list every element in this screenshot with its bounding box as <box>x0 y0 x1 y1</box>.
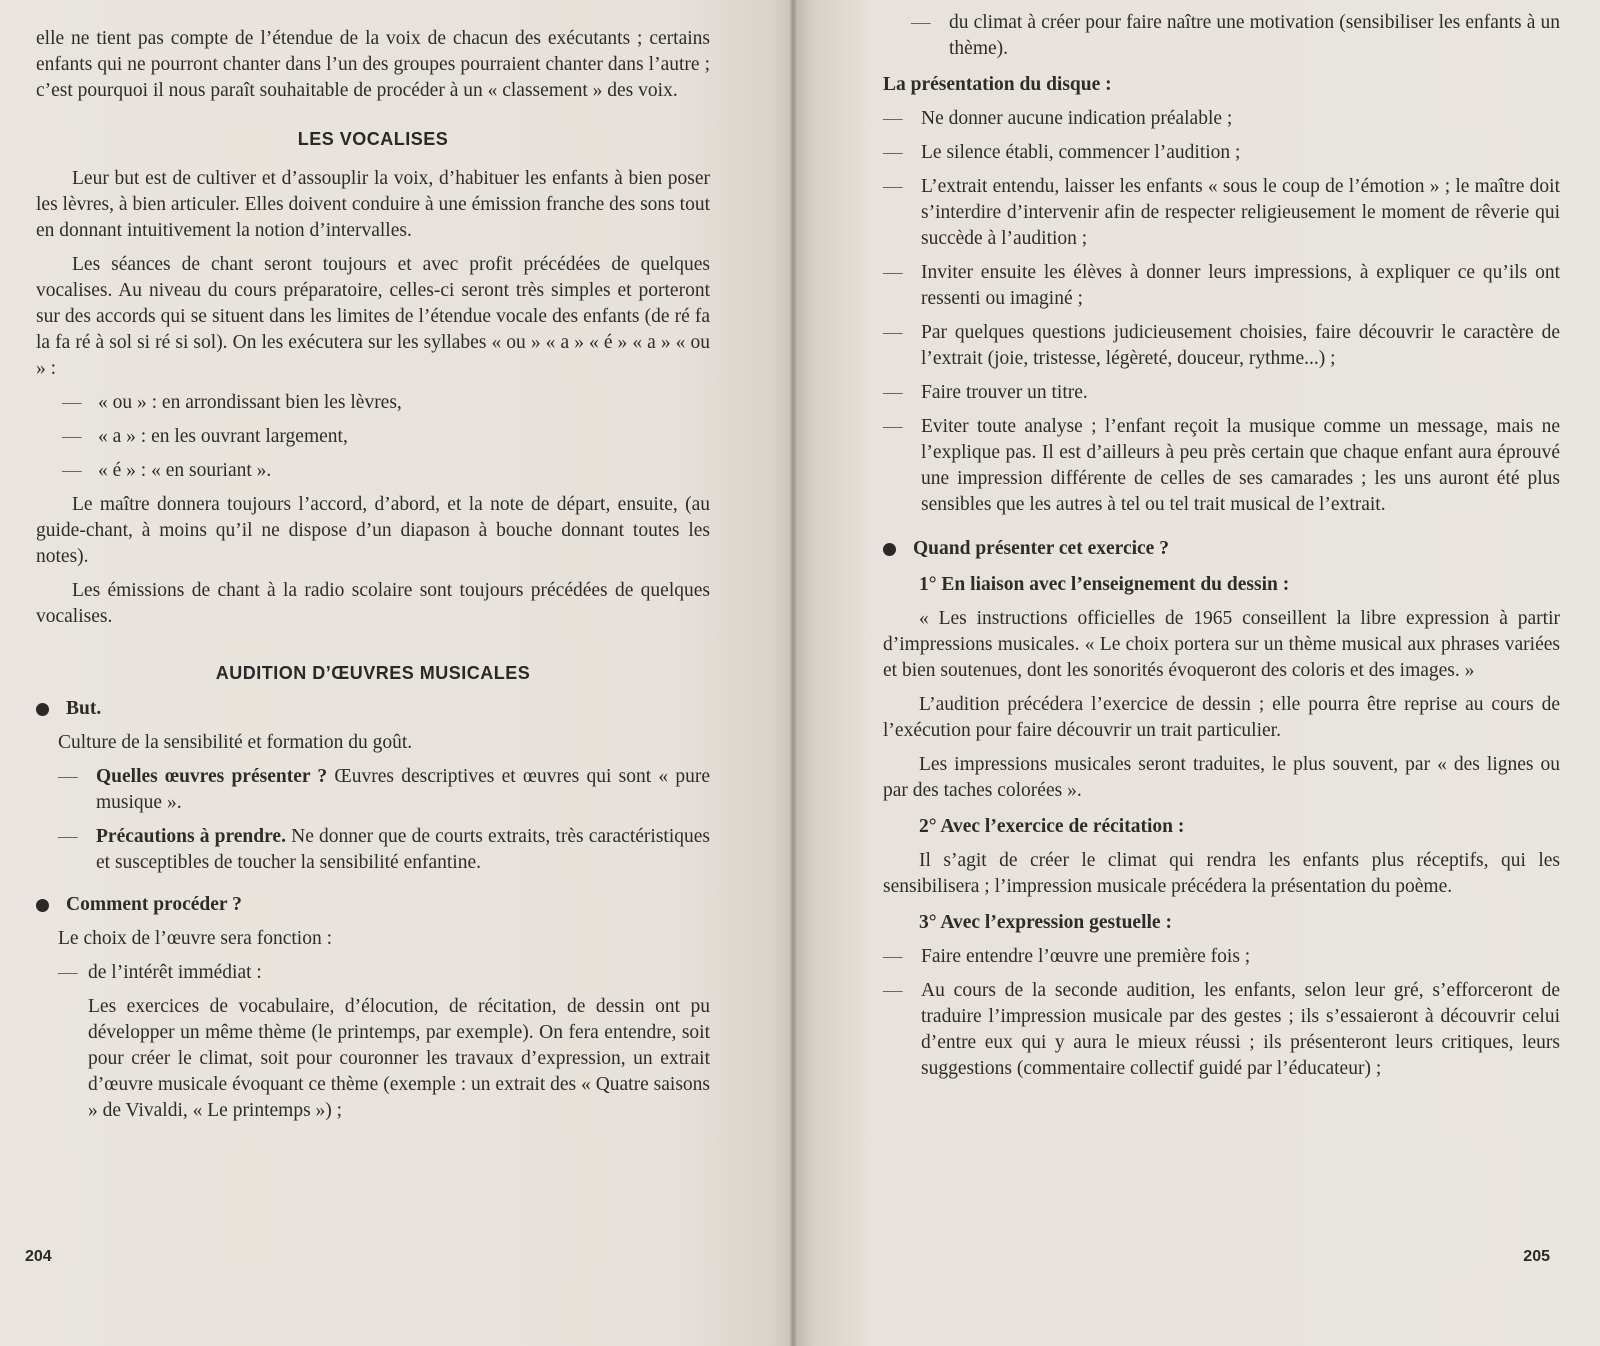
vocalises-paragraph-4: Les émissions de chant à la radio scolaire sont toujours précédées de quelques vocalises. <box>36 580 710 627</box>
quelles-oeuvres-item <box>58 764 710 816</box>
list-item <box>883 944 1560 970</box>
dash-mark: — <box>883 946 903 967</box>
gestuelle-heading: 3° Avec l’expression gestuelle : <box>919 912 1172 933</box>
dash-mark: — <box>883 142 903 163</box>
vocalises-heading: LES VOCALISES <box>297 129 449 149</box>
dash-mark: — <box>58 962 78 983</box>
left-text-column <box>36 26 710 1132</box>
list-item <box>883 414 1560 518</box>
dash-mark: — <box>883 416 903 437</box>
dash-mark: — <box>883 382 903 403</box>
page-number-left: 204 <box>25 1248 52 1265</box>
precautions-item <box>58 824 710 876</box>
but-heading-text: But. <box>66 698 102 719</box>
presentation-item: Ne donner aucune indication préalable ; <box>921 108 1233 129</box>
bullet-icon <box>36 703 49 716</box>
intro-paragraph: elle ne tient pas compte de l’étendue de la voix de chacun des exécutants ; certains enfants qui ne pourront chanter dans l’un des groupes pourraient chanter dans l’autre ; c’est pourquoi il nous paraît souhaitable de procéder à un « classement » des voix. <box>36 28 710 101</box>
comment-heading-text: Comment procéder ? <box>66 894 242 915</box>
list-item <box>62 424 710 450</box>
list-item <box>883 106 1560 132</box>
list-item <box>883 260 1560 312</box>
quelles-oeuvres-text: Œuvres descriptives et œuvres qui sont « pure musique ». <box>96 766 710 813</box>
recitation-heading: 2° Avec l’exercice de récitation : <box>919 816 1185 837</box>
presentation-list <box>883 106 1560 518</box>
dessin-paragraph-3: Les impressions musicales seront traduites, le plus souvent, par « des lignes ou par des taches colorées ». <box>883 754 1560 801</box>
exercices-paragraph: Les exercices de vocabulaire, d’élocution, de récitation, de dessin ont pu développer un même thème (le printemps, par exemple). On fera entendre, soit pour créer le climat, soit pour couronner les travaux d’expression, un extrait d’œuvre musicale évoquant ce thème (exemple : un extrait des « Quatre saisons » de Vivaldi, « Le printemps ») ; <box>88 996 710 1121</box>
dessin-paragraph-1: « Les instructions officielles de 1965 conseillent la libre expression à partir d’impressions musicales. « Le choix portera sur un thème musical aux phrases variées et bien soutenues, dont les sonorités évoqueront des coloris et des images. » <box>883 608 1560 681</box>
vowel-item-e: « é » : « en souriant ». <box>98 460 272 481</box>
presentation-item: Faire trouver un titre. <box>921 382 1088 403</box>
vocalises-paragraph-2: Les séances de chant seront toujours et avec profit précédées de quelques vocalises. Au niveau du cours préparatoire, celles-ci seront très simples et porteront sur des accords qui se situent dans les limites de l’étendue vocale des enfants (de ré fa la fa ré à sol si ré si sol). On les exécutera sur les syllabes « ou » « a » « é » « a » « ou » : <box>36 254 710 379</box>
interet-item <box>58 960 710 986</box>
dessin-paragraph-2: L’audition précédera l’exercice de dessin ; elle pourra être reprise au cours de l’exécution pour faire découvrir un trait particulier. <box>883 694 1560 741</box>
dash-mark: — <box>883 322 903 343</box>
list-item <box>883 140 1560 166</box>
dash-mark: — <box>883 108 903 129</box>
right-page <box>795 0 1600 1346</box>
vocalises-paragraph-1: Leur but est de cultiver et d’assouplir la voix, d’habituer les enfants à bien poser les lèvres, à bien articuler. Elles doivent conduire à une émission franche des sons tout en donnant intuitivement la notion d’intervalles. <box>36 168 710 241</box>
but-heading <box>36 696 710 722</box>
audition-heading: AUDITION D’ŒUVRES MUSICALES <box>215 663 531 683</box>
presentation-item: Inviter ensuite les élèves à donner leurs impressions, à expliquer ce qu’ils ont ressenti ou imaginé ; <box>921 262 1560 309</box>
dash-mark: — <box>58 766 78 787</box>
bullet-icon <box>883 543 896 556</box>
list-item <box>62 458 710 484</box>
dash-mark: — <box>883 980 903 1001</box>
dessin-heading: 1° En liaison avec l’enseignement du dessin : <box>919 574 1290 595</box>
list-item <box>883 174 1560 252</box>
dash-mark: — <box>883 262 903 283</box>
presentation-item: Eviter toute analyse ; l’enfant reçoit la musique comme un message, mais ne l’explique pas. Il est d’ailleurs à peu près certain que chaque enfant aura éprouvé une impression différente de celles de ses camarades ; les uns auront été plus sensibles que les autres à tel ou tel trait musical de l’extrait. <box>921 416 1560 515</box>
comment-heading <box>36 892 710 918</box>
list-item <box>883 978 1560 1082</box>
right-text-column <box>883 10 1560 1090</box>
bullet-icon <box>36 899 49 912</box>
gestuelle-item: Faire entendre l’œuvre une première fois ; <box>921 946 1251 967</box>
climat-item <box>911 10 1560 62</box>
page-number-right: 205 <box>1523 1248 1550 1265</box>
vowel-item-ou: « ou » : en arrondissant bien les lèvres, <box>98 392 402 413</box>
gestuelle-list <box>883 944 1560 1082</box>
vowel-list <box>62 390 710 484</box>
choix-text: Le choix de l’œuvre sera fonction : <box>58 928 332 949</box>
list-item <box>883 320 1560 372</box>
presentation-item: Par quelques questions judicieusement choisies, faire découvrir le caractère de l’extrait (joie, tristesse, légèreté, douceur, rythme...) ; <box>921 322 1560 369</box>
dash-mark: — <box>911 12 931 33</box>
list-item <box>883 380 1560 406</box>
gestuelle-item: Au cours de la seconde audition, les enfants, selon leur gré, s’efforceront de traduire l’impression musicale par des gestes ; ils s’essaieront à découvrir celui d’entre eux qui y aura le mieux réussi ; ils présenteront leurs critiques, leurs suggestions (commentaire collectif guidé par l’éducateur) ; <box>921 980 1560 1079</box>
vowel-item-a: « a » : en les ouvrant largement, <box>98 426 348 447</box>
dash-mark: — <box>62 426 82 447</box>
but-text: Culture de la sensibilité et formation du goût. <box>58 732 413 753</box>
quelles-oeuvres-label: Quelles œuvres présenter ? <box>96 766 328 787</box>
precautions-label: Précautions à prendre. <box>96 826 286 847</box>
presentation-heading: La présentation du disque : <box>883 74 1112 95</box>
dash-mark: — <box>883 176 903 197</box>
dash-mark: — <box>62 392 82 413</box>
interet-text: de l’intérêt immédiat : <box>88 962 262 983</box>
quand-heading-text: Quand présenter cet exercice ? <box>913 538 1169 559</box>
presentation-item: L’extrait entendu, laisser les enfants « sous le coup de l’émotion » ; le maître doit s’interdire d’intervenir afin de respecter religieusement le moment de rêverie qui succède à l’audition ; <box>921 176 1560 249</box>
quand-heading <box>883 536 1560 562</box>
climat-text: du climat à créer pour faire naître une motivation (sensibiliser les enfants à un thème). <box>949 12 1560 59</box>
list-item <box>62 390 710 416</box>
dash-mark: — <box>62 460 82 481</box>
book-spine <box>789 0 797 1346</box>
precautions-text: Ne donner que de courts extraits, très caractéristiques et susceptibles de toucher la sensibilité enfantine. <box>96 826 710 873</box>
left-page <box>0 0 795 1346</box>
recitation-paragraph: Il s’agit de créer le climat qui rendra les enfants plus réceptifs, qui les sensibilisera ; l’impression musicale précédera la présentation du poème. <box>883 850 1560 897</box>
dash-mark: — <box>58 826 78 847</box>
vocalises-paragraph-3: Le maître donnera toujours l’accord, d’abord, et la note de départ, ensuite, (au guide-chant, à moins qu’il ne dispose d’un diapason à bouche donnant toutes les notes). <box>36 494 710 567</box>
presentation-item: Le silence établi, commencer l’audition ; <box>921 142 1241 163</box>
